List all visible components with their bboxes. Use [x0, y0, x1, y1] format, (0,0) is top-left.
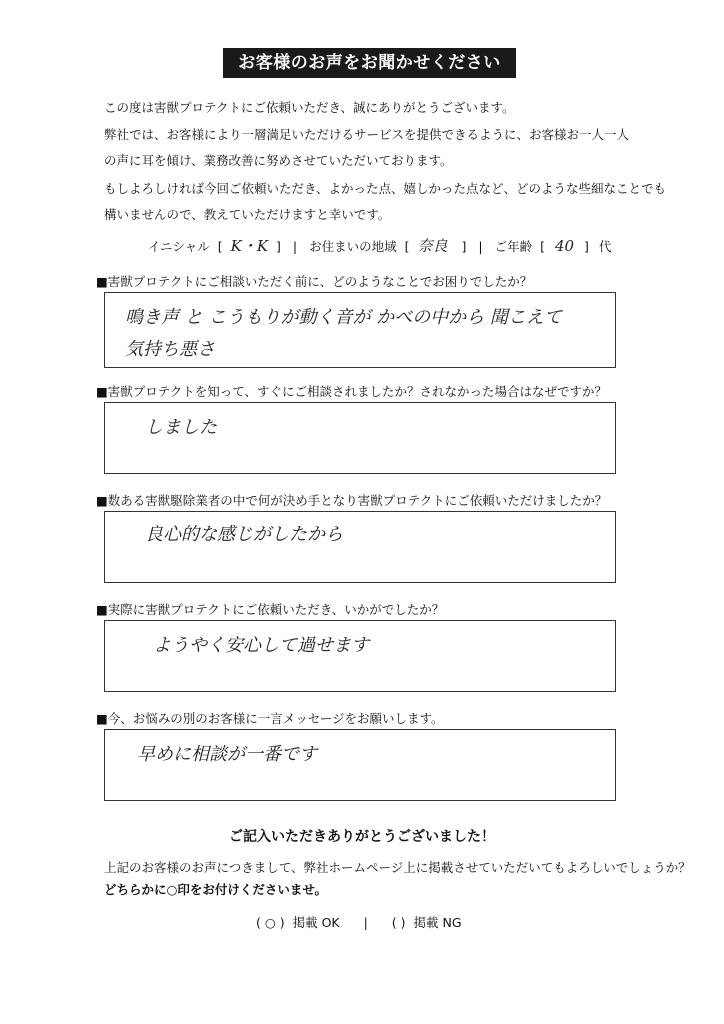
question-5-label: ■今、お悩みの別のお客様に一言メッセージをお願いします。: [96, 711, 444, 726]
age-open-bracket: [: [540, 239, 545, 254]
initial-close-bracket: ]: [276, 239, 281, 254]
ng-label: 掲載 NG: [413, 915, 462, 930]
info-separator-2: |: [478, 239, 483, 254]
residence-value: 奈良: [417, 237, 448, 255]
consent-row: [256, 913, 462, 931]
page-title: お客様のお声をお聞かせください: [223, 48, 516, 78]
permission-line-2: どちらかに○印をお付けくださいませ。: [104, 882, 328, 897]
answer-box-5: [104, 729, 616, 801]
initial-label: イニシャル: [148, 239, 210, 254]
ng-checkbox[interactable]: ( ): [391, 915, 406, 930]
residence-label: お住まいの地域: [309, 239, 397, 254]
age-suffix: 代: [598, 239, 612, 254]
age-label: ご年齢: [494, 239, 533, 254]
intro-line-2: 弊社では、お客様により一層満足いただけるサービスを提供できるように、お客様お一人一人: [104, 127, 630, 142]
info-separator-1: |: [292, 239, 298, 254]
thanks-message: ご記入いただきありがとうございました！: [229, 829, 495, 845]
answer-2-line-1: しました: [145, 417, 217, 438]
consent-separator: |: [363, 915, 368, 930]
age-close-bracket: ]: [584, 239, 589, 254]
intro-line-1: この度は害獣プロテクトにご依頼いただき、誠にありがとうございます。: [104, 100, 515, 115]
answer-4-line-1: ようやく安心して過せます: [153, 635, 369, 656]
residence-close-bracket: ]: [461, 239, 467, 254]
question-3-label: ■数ある害獣駆除業者の中で何が決め手となり害獣プロテクトにご依頼いただけましたか？: [96, 493, 608, 508]
answer-box-1: [104, 292, 616, 368]
intro-line-4: もしよろしければ今回ご依頼いただき、よかった点、嬉しかった点など、どのような些細なことでも: [104, 181, 667, 196]
answer-box-3: [104, 511, 616, 583]
question-1-label: ■害獣プロテクトにご相談いただく前に、どのようなことでお困りでしたか？: [96, 274, 533, 289]
answer-box-4: [104, 620, 616, 692]
info-row: [148, 235, 611, 256]
answer-box-2: [104, 402, 616, 474]
initial-value: K・K: [230, 237, 269, 255]
intro-line-5: 構いませんので、教えていただけますと幸いです。: [104, 207, 391, 222]
answer-5-line-1: 早めに相談が一番です: [137, 744, 317, 765]
residence-open-bracket: [: [404, 239, 410, 254]
age-value: 40: [554, 237, 575, 255]
initial-open-bracket: [: [217, 239, 223, 254]
question-2-label: ■害獣プロテクトを知って、すぐにご相談されましたか？されなかった場合はなぜですか？: [96, 384, 608, 399]
answer-3-line-1: 良心的な感じがしたから: [145, 524, 343, 545]
answer-1-line-1: 鳴き声 と こうもりが動く音が かべの中から 聞こえて: [125, 307, 562, 328]
answer-1-line-2: 気持ち悪さ: [125, 339, 215, 360]
permission-line-1: 上記のお客様のお声につきまして、弊社ホームページ上に掲載させていただいてもよろしいでしょうか？: [104, 860, 691, 875]
intro-line-3: の声に耳を傾け、業務改善に努めさせていただいております。: [104, 153, 453, 168]
question-4-label: ■実際に害獣プロテクトにご依頼いただき、いかがでしたか？: [96, 602, 445, 617]
ok-label: 掲載 OK: [292, 915, 340, 930]
ok-checkbox[interactable]: ( ○ ): [256, 915, 285, 930]
